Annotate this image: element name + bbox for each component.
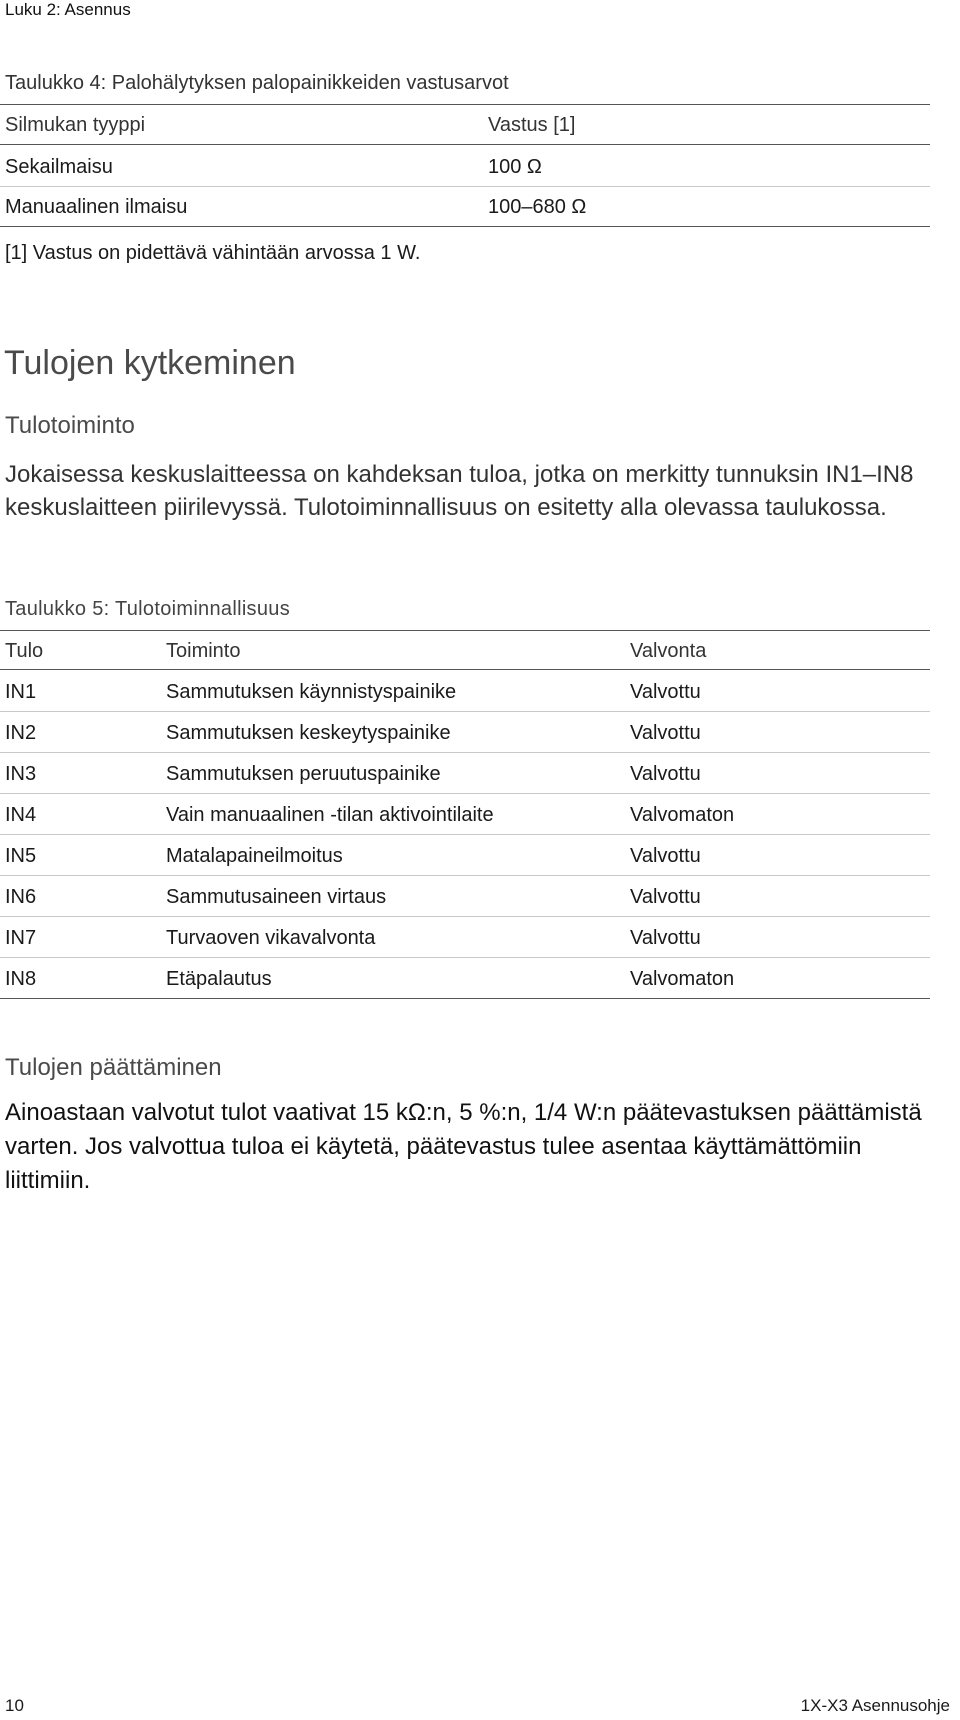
table5-cell-supervision: Valvottu [630, 927, 701, 949]
table5-row-rule [0, 793, 930, 794]
page-number: 10 [5, 1696, 24, 1715]
table4-row2-value: 100–680 Ω [488, 196, 587, 218]
table5-header-supervision: Valvonta [630, 640, 707, 662]
section-subtitle: Tulotoiminto [5, 412, 135, 439]
section-paragraph: Jokaisessa keskuslaitteessa on kahdeksan tuloa, jotka on merkitty tunnuksin IN1–IN8 keskuslaitteen piirilevyssä. Tulotoiminnallisuus on esitetty alla olevassa taulukossa. [5, 461, 914, 521]
table5-header-function: Toiminto [166, 640, 241, 662]
table5-cell-function: Sammutuksen käynnistyspainike [166, 681, 457, 703]
table5-top-rule [0, 630, 930, 631]
table4-row1-type: Sekailmaisu [5, 156, 113, 178]
table4-row2-type: Manuaalinen ilmaisu [5, 196, 188, 218]
table5-header-input: Tulo [5, 640, 44, 662]
table5-cell-supervision: Valvottu [630, 886, 701, 908]
document-title: 1X-X3 Asennusohje [800, 1696, 950, 1715]
table4-row-rule [0, 186, 930, 187]
table5-cell-function: Etäpalautus [166, 968, 272, 990]
table4-header-rule [0, 144, 930, 145]
table5-row-rule [0, 875, 930, 876]
table5-cell-supervision: Valvomaton [630, 804, 735, 826]
running-header: Luku 2: Asennus [5, 0, 131, 19]
table5-cell-input: IN4 [5, 804, 37, 826]
table5-cell-supervision: Valvottu [630, 763, 701, 785]
table5-cell-input: IN6 [5, 886, 37, 908]
table5-cell-function: Sammutusaineen virtaus [166, 886, 387, 908]
table5-cell-function: Matalapaineilmoitus [166, 845, 343, 867]
table4-bottom-rule [0, 226, 930, 227]
section-title: Tulojen kytkeminen [4, 344, 296, 382]
table5-cell-function: Sammutuksen peruutuspainike [166, 763, 441, 785]
table4-footnote: [1] Vastus on pidettävä vähintään arvossa 1 W. [5, 242, 421, 264]
table5-cell-function: Sammutuksen keskeytyspainike [166, 722, 451, 744]
termination-paragraph: Ainoastaan valvotut tulot vaativat 15 kΩ:n, 5 %:n, 1/4 W:n päätevastuksen päättämistä varten. Jos valvottua tuloa ei käytetä, päätevastus tulee asentaa käyttämättömiin liittimiin. [5, 1099, 922, 1194]
table5-cell-supervision: Valvottu [630, 845, 701, 867]
table5-cell-supervision: Valvottu [630, 722, 701, 744]
table5-bottom-rule [0, 998, 930, 999]
termination-title: Tulojen päättäminen [5, 1054, 222, 1081]
table5-cell-function: Turvaoven vikavalvonta [166, 927, 376, 949]
table5-row-rule [0, 711, 930, 712]
table5-cell-input: IN5 [5, 845, 37, 867]
table4-header-resistance: Vastus [1] [488, 114, 576, 136]
table5-header-rule [0, 669, 930, 670]
table5-row-rule [0, 957, 930, 958]
table5-cell-input: IN1 [5, 681, 37, 703]
table5-cell-input: IN2 [5, 722, 37, 744]
table5-cell-supervision: Valvottu [630, 681, 701, 703]
table5-cell-input: IN7 [5, 927, 37, 949]
table5-row-rule [0, 752, 930, 753]
table5-cell-input: IN3 [5, 763, 37, 785]
table5-cell-function: Vain manuaalinen -tilan aktivointilaite [166, 804, 494, 826]
table4-caption: Taulukko 4: Palohälytyksen palopainikkeiden vastusarvot [5, 72, 509, 94]
table5-row-rule [0, 834, 930, 835]
table5-cell-supervision: Valvomaton [630, 968, 735, 990]
table5-caption: Taulukko 5: Tulotoiminnallisuus [5, 598, 291, 620]
table5-row-rule [0, 916, 930, 917]
table4-row1-value: 100 Ω [488, 156, 542, 178]
table4-top-rule [0, 104, 930, 105]
table5-cell-input: IN8 [5, 968, 37, 990]
table4-header-type: Silmukan tyyppi [5, 114, 146, 136]
